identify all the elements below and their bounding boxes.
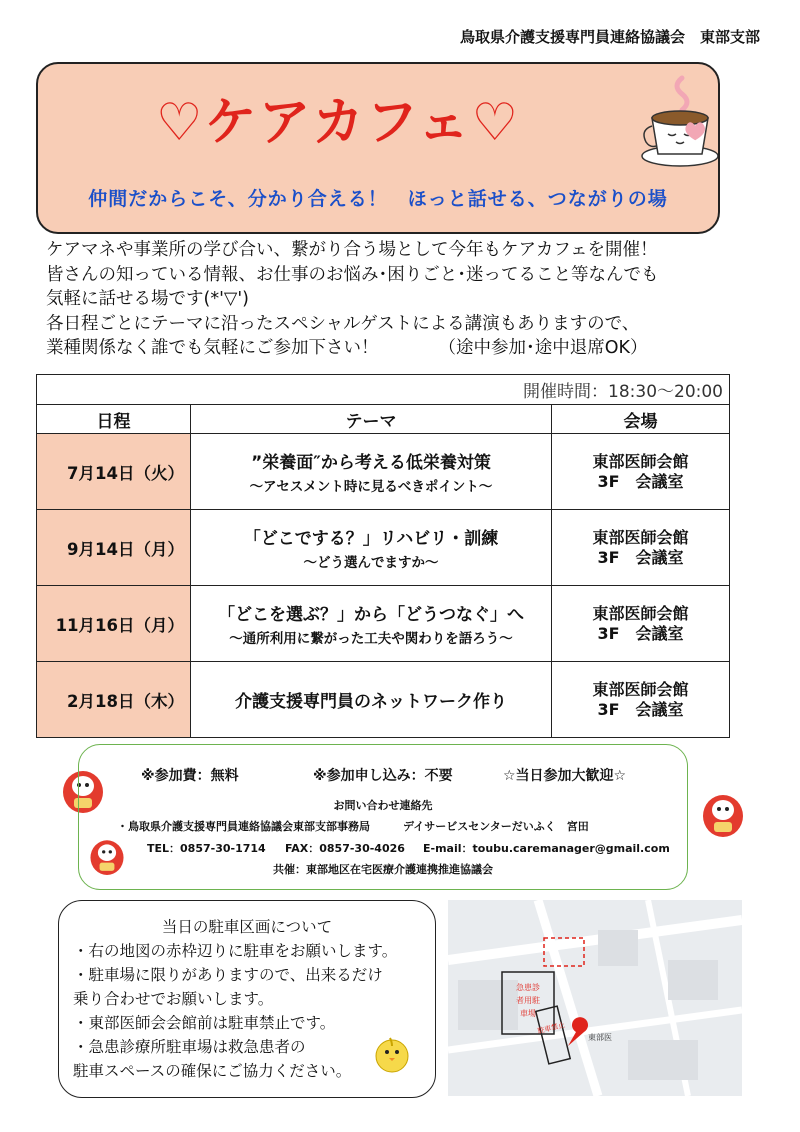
venue-name: 東部医師会館 [592, 603, 689, 623]
row-venue [552, 510, 730, 586]
contact-office: ・鳥取県介護支援専門員連絡協議会東部支部事務局 デイサービスセンターだいふく 宮田 [117, 820, 589, 833]
intro-line: 気軽に話せる場です(*'▽') [46, 289, 249, 309]
intro-line-text: 業種関係なく誰でも気軽にご参加下さい！ [46, 338, 379, 358]
intro-note: （途中参加･途中退席OK） [438, 338, 648, 358]
table-row [37, 510, 730, 586]
event-title [38, 80, 638, 155]
table-row [37, 434, 730, 510]
intro-line [46, 336, 766, 361]
theme-subtitle: ～アセスメント時に見るべきポイント～ [249, 479, 493, 495]
parking-line: ・東部医師会会館前は駐車禁止です。 [73, 1014, 336, 1032]
row-theme [191, 434, 552, 510]
row-date: 2月18日（木） [37, 662, 191, 738]
table-row [37, 662, 730, 738]
theme-title: 介護支援専門員のネットワーク作り [235, 692, 507, 712]
intro-text [46, 238, 766, 361]
fax-number: FAX：0857-30-4026 [285, 842, 405, 855]
email-address: E-mail：toubu.caremanager@gmail.com [423, 842, 670, 855]
heart-icon: ♡ [155, 93, 205, 153]
theme-subtitle: ～通所利用に繋がった工夫や関わりを語ろう～ [229, 631, 513, 647]
venue-room: 3F 会議室 [597, 547, 684, 567]
theme-subtitle: ～どう選んでますか～ [303, 555, 439, 571]
coffee-cup-icon [638, 70, 718, 180]
header-date: 日程 [37, 405, 191, 434]
tel-number: TEL：0857-30-1714 [147, 842, 266, 855]
row-date: 7月14日（火） [37, 434, 191, 510]
header-venue: 会場 [552, 405, 730, 434]
table-row [37, 586, 730, 662]
schedule-table [36, 374, 730, 738]
intro-line: 皆さんの知っている情報、お仕事のお悩み･困りごと･迷ってること等なんでも [46, 264, 659, 285]
parking-line: ・右の地図の赤枠辺りに駐車をお願いします。 [73, 942, 398, 960]
row-date: 11月16日（月） [37, 586, 191, 662]
venue-room: 3F 会議室 [597, 471, 684, 491]
parking-line: 乗り合わせでお願いします。 [73, 990, 274, 1008]
map-label: 東部医 [588, 1033, 612, 1042]
welcome-text: ☆当日参加大歓迎☆ [503, 768, 627, 784]
map-label: 者用駐 [516, 996, 540, 1005]
row-theme [191, 510, 552, 586]
venue-name: 東部医師会館 [592, 527, 689, 547]
organization-name: 鳥取県介護支援専門員連絡協議会 東部支部 [459, 28, 760, 46]
venue-name: 東部医師会館 [592, 451, 689, 471]
venue-name: 東部医師会館 [592, 679, 689, 699]
cohost-text: 共催：東部地区在宅医療介護連携推進協議会 [273, 863, 493, 876]
theme-title: ”栄養面″から考える低栄養対策 [251, 453, 491, 473]
contact-title: お問い合わせ連絡先 [333, 799, 433, 812]
intro-line: ケアマネや事業所の学び合い、繋がり合う場として今年もケアカフェを開催！ [46, 240, 658, 260]
title-text: ケアカフェ [204, 93, 472, 153]
map-label: 駐車禁止 [536, 1021, 566, 1036]
application-text: ※参加申し込み：不要 [313, 768, 453, 784]
event-subtitle: 仲間だからこそ、分かり合える！ ほっと話せる、つながりの場 [88, 188, 668, 210]
row-venue [552, 434, 730, 510]
fee-text: ※参加費：無料 [141, 768, 239, 784]
intro-line: 各日程ごとにテーマに沿ったスペシャルゲストによる講演もありますので、 [46, 313, 640, 334]
chick-icon [370, 1030, 414, 1074]
theme-title: 「どこを選ぶ？」から「どうつなぐ」へ [218, 605, 524, 625]
venue-room: 3F 会議室 [597, 699, 684, 719]
parking-line: 駐車スペースの確保にご協力ください。 [73, 1062, 352, 1080]
opening-time: 開催時間：18:30～20:00 [37, 375, 730, 405]
info-box [78, 744, 688, 890]
heart-icon: ♡ [471, 93, 521, 153]
title-banner [36, 62, 720, 234]
row-venue [552, 586, 730, 662]
parking-title: 当日の駐車区画について [161, 918, 333, 936]
parking-line: ・急患診療所駐車場は救急患者の [73, 1038, 306, 1056]
map-label: 車場 [520, 1009, 536, 1018]
parking-line: ・駐車場に限りがありますので、出来るだけ [73, 966, 383, 984]
theme-title: 「どこでする？」リハビリ・訓練 [243, 529, 499, 549]
row-theme [191, 662, 552, 738]
row-venue [552, 662, 730, 738]
parking-map [448, 900, 742, 1096]
row-date: 9月14日（月） [37, 510, 191, 586]
venue-room: 3F 会議室 [597, 623, 684, 643]
header-theme: テーマ [191, 405, 552, 434]
map-label: 急患診 [516, 983, 540, 992]
daruma-icon [700, 790, 746, 838]
row-theme [191, 586, 552, 662]
